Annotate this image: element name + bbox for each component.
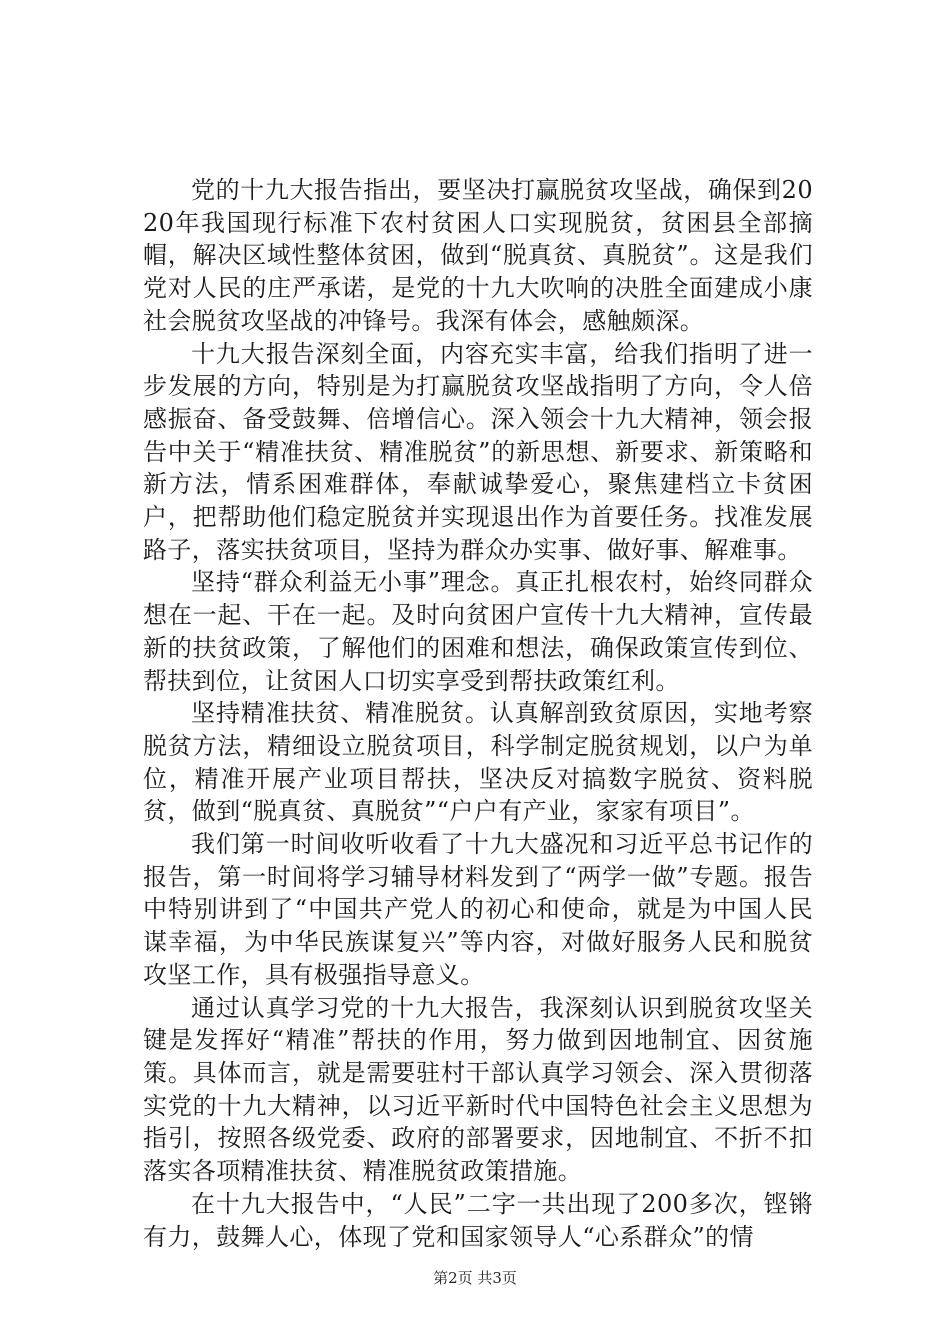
paragraph-6: 通过认真学习党的十九大报告，我深刻认识到脱贫攻坚关键是发挥好“精准”帮扶的作用，努力做到因地制宜、因贫施策。具体而言，就是需要驻村干部认真学习领会、深入贯彻落实党的十九大精神，以习近平新时代中国特色社会主义思想为指引，按照各级党委、政府的部署要求，因地制宜、不折不扣落实各项精准扶贫、精准脱贫政策措施。	[143, 993, 813, 1186]
page-number-label: 第2页 共3页	[433, 1269, 517, 1287]
paragraph-1: 党的十九大报告指出，要坚决打赢脱贫攻坚战，确保到2020年我国现行标准下农村贫困人口实现脱贫，贫困县全部摘帽，解决区域性整体贫困，做到“脱真贫、真脱贫”。这是我们党对人民的庄严承诺，是党的十九大吹响的决胜全面建成小康社会脱贫攻坚战的冲锋号。我深有体会，感触颇深。	[143, 176, 813, 335]
paragraph-4: 坚持精准扶贫、精准脱贫。认真解剖致贫原因，实地考察脱贫方法，精细设立脱贫项目，科学制定脱贫规划，以户为单位，精准开展产业项目帮扶，坚决反对搞数字脱贫、资料脱贫，做到“脱真贫、真脱贫”“户户有产业，家家有项目”。	[143, 699, 813, 826]
document-body	[143, 174, 813, 1253]
paragraph-5: 我们第一时间收听收看了十九大盛况和习近平总书记作的报告，第一时间将学习辅导材料发到了“两学一做”专题。报告中特别讲到了“中国共产党人的初心和使命，就是为中国人民谋幸福，为中华民族谋复兴”等内容，对做好服务人民和脱贫攻坚工作，具有极强指导意义。	[143, 830, 813, 989]
paragraph-7: 在十九大报告中，“人民”二字一共出现了200多次，铿锵有力，鼓舞人心，体现了党和国家领导人“心系群众”的情	[143, 1189, 813, 1251]
paragraph-2: 十九大报告深刻全面，内容充实丰富，给我们指明了进一步发展的方向，特别是为打赢脱贫攻坚战指明了方向，令人倍感振奋、备受鼓舞、倍增信心。深入领会十九大精神，领会报告中关于“精准扶贫、精准脱贫”的新思想、新要求、新策略和新方法，情系困难群体，奉献诚挚爱心，聚焦建档立卡贫困户，把帮助他们稳定脱贫并实现退出作为首要任务。找准发展路子，落实扶贫项目，坚持为群众办实事、做好事、解难事。	[143, 339, 813, 564]
paragraph-3: 坚持“群众利益无小事”理念。真正扎根农村，始终同群众想在一起、干在一起。及时向贫困户宣传十九大精神，宣传最新的扶贫政策，了解他们的困难和想法，确保政策宣传到位、帮扶到位，让贫困人口切实享受到帮扶政策红利。	[143, 568, 813, 695]
page-footer	[0, 1268, 950, 1288]
